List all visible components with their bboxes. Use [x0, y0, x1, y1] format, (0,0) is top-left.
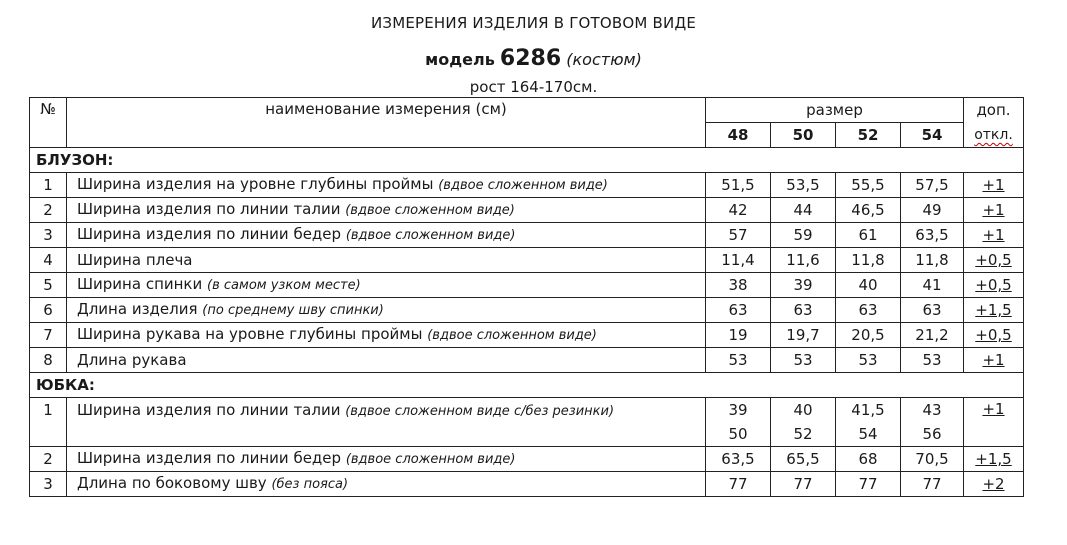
size-value — [771, 298, 836, 323]
measurement-note: (вдвое сложенном виде) — [427, 328, 597, 343]
measurement-label: Ширина изделия по линии бедер — [77, 449, 342, 467]
model-type: (костюм) — [566, 50, 642, 69]
size-header: 52 — [836, 123, 901, 148]
value-line: 39 — [793, 276, 813, 294]
value-line: 77 — [728, 475, 748, 493]
value-line-2: 56 — [922, 425, 942, 443]
size-value — [836, 273, 901, 298]
size-value — [771, 223, 836, 248]
tolerance-text: +2 — [982, 475, 1005, 493]
measurements-table — [29, 97, 1024, 497]
size-value — [901, 398, 964, 447]
model-line — [0, 46, 1067, 71]
size-value — [836, 472, 901, 497]
measurement-note: (вдвое сложенном виде) — [438, 178, 608, 193]
value-line: 11,6 — [786, 251, 820, 269]
measurement-label: Ширина изделия на уровне глубины проймы — [77, 175, 434, 193]
row-number: 3 — [30, 223, 67, 248]
value-line: 43 — [922, 401, 942, 419]
value-line: 19,7 — [786, 326, 820, 344]
table-header-row — [30, 98, 1024, 123]
value-line: 41,5 — [851, 401, 885, 419]
tolerance-value — [964, 472, 1024, 497]
value-line: 11,4 — [721, 251, 755, 269]
table-row — [30, 223, 1024, 248]
size-value — [901, 298, 964, 323]
size-header: 48 — [706, 123, 771, 148]
column-header-tolerance: доп. — [964, 98, 1024, 123]
row-number: 5 — [30, 273, 67, 298]
size-value — [706, 223, 771, 248]
tolerance-text: +0,5 — [975, 276, 1012, 294]
value-line: 63 — [728, 301, 748, 319]
size-header: 54 — [901, 123, 964, 148]
value-line: 42 — [728, 201, 748, 219]
section-row — [30, 148, 1024, 173]
value-line: 59 — [793, 226, 813, 244]
measurement-label: Ширина изделия по линии талии — [77, 401, 341, 419]
model-number: 6286 — [499, 46, 562, 71]
size-value — [901, 323, 964, 348]
tolerance-value — [964, 223, 1024, 248]
size-value — [706, 447, 771, 472]
value-line: 57 — [728, 226, 748, 244]
size-value — [901, 223, 964, 248]
size-value — [771, 398, 836, 447]
tolerance-value — [964, 447, 1024, 472]
size-value — [901, 472, 964, 497]
size-value — [771, 348, 836, 373]
measurement-label: Ширина спинки — [77, 275, 203, 293]
value-line: 41 — [922, 276, 942, 294]
measurement-name — [67, 198, 706, 223]
row-number: 8 — [30, 348, 67, 373]
tolerance-text: +1 — [982, 176, 1005, 194]
size-value — [836, 447, 901, 472]
row-number: 3 — [30, 472, 67, 497]
size-value — [836, 398, 901, 447]
size-value — [771, 472, 836, 497]
measurement-note: (без пояса) — [271, 477, 349, 492]
value-line: 53,5 — [786, 176, 820, 194]
size-value — [706, 472, 771, 497]
row-number: 2 — [30, 447, 67, 472]
column-header-size: размер — [706, 98, 964, 123]
tolerance-text: +1 — [982, 226, 1005, 244]
table-row — [30, 173, 1024, 198]
size-value — [706, 248, 771, 273]
size-value — [706, 323, 771, 348]
value-line: 53 — [728, 351, 748, 369]
measurement-label: Длина по боковому шву — [77, 474, 267, 492]
tolerance-value — [964, 323, 1024, 348]
table-row — [30, 248, 1024, 273]
value-line: 39 — [728, 401, 748, 419]
measurement-note: (в самом узком месте) — [207, 278, 361, 293]
table-row — [30, 447, 1024, 472]
size-value — [836, 323, 901, 348]
size-value — [901, 447, 964, 472]
model-label: модель — [425, 50, 495, 69]
tolerance-value — [964, 398, 1024, 447]
section-title: БЛУЗОН: — [30, 148, 1024, 173]
value-line: 40 — [793, 401, 813, 419]
measurement-name — [67, 173, 706, 198]
size-value — [836, 173, 901, 198]
size-value — [836, 348, 901, 373]
size-value — [836, 223, 901, 248]
value-line: 40 — [858, 276, 878, 294]
value-line: 77 — [793, 475, 813, 493]
value-line-2: 54 — [858, 425, 878, 443]
measurement-name — [67, 398, 706, 447]
table-row — [30, 298, 1024, 323]
size-value — [771, 198, 836, 223]
row-number: 4 — [30, 248, 67, 273]
value-line: 63 — [922, 301, 942, 319]
size-value — [771, 273, 836, 298]
value-line: 46,5 — [851, 201, 885, 219]
size-value — [706, 348, 771, 373]
row-number: 7 — [30, 323, 67, 348]
table-row — [30, 398, 1024, 447]
size-value — [836, 198, 901, 223]
measurement-name — [67, 348, 706, 373]
size-value — [836, 298, 901, 323]
measurement-note: (по среднему шву спинки) — [202, 303, 384, 318]
value-line: 57,5 — [915, 176, 949, 194]
measurement-name — [67, 273, 706, 298]
value-line: 44 — [793, 201, 813, 219]
tolerance-text: +1,5 — [975, 450, 1012, 468]
tolerance-value — [964, 173, 1024, 198]
tolerance-text: +1 — [982, 201, 1005, 219]
table-row — [30, 472, 1024, 497]
tolerance-value — [964, 198, 1024, 223]
value-line: 49 — [922, 201, 942, 219]
measurement-name — [67, 298, 706, 323]
tolerance-value — [964, 348, 1024, 373]
size-value — [901, 198, 964, 223]
table-row — [30, 323, 1024, 348]
section-row — [30, 373, 1024, 398]
measurement-note: (вдвое сложенном виде с/без резинки) — [345, 404, 615, 419]
measurement-name — [67, 248, 706, 273]
value-line: 68 — [858, 450, 878, 468]
value-line: 77 — [922, 475, 942, 493]
value-line-2: 52 — [793, 425, 813, 443]
size-header: 50 — [771, 123, 836, 148]
measurement-label: Ширина рукава на уровне глубины проймы — [77, 325, 423, 343]
size-value — [771, 447, 836, 472]
value-line: 65,5 — [786, 450, 820, 468]
document-title: ИЗМЕРЕНИЯ ИЗДЕЛИЯ В ГОТОВОМ ВИДЕ — [370, 14, 697, 32]
table-row — [30, 198, 1024, 223]
size-value — [771, 323, 836, 348]
value-line: 53 — [858, 351, 878, 369]
value-line: 63,5 — [915, 226, 949, 244]
measurement-label: Ширина плеча — [77, 251, 193, 269]
value-line: 70,5 — [915, 450, 949, 468]
value-line: 53 — [793, 351, 813, 369]
tolerance-value — [964, 298, 1024, 323]
size-value — [901, 273, 964, 298]
column-header-name: наименование измерения (см) — [67, 98, 706, 148]
size-value — [836, 248, 901, 273]
size-value — [706, 198, 771, 223]
row-number: 1 — [30, 398, 67, 447]
tolerance-text: +1 — [982, 351, 1005, 369]
row-number: 1 — [30, 173, 67, 198]
measurement-label: Длина изделия — [77, 300, 198, 318]
value-line: 77 — [858, 475, 878, 493]
tolerance-value — [964, 248, 1024, 273]
size-value — [771, 173, 836, 198]
value-line: 20,5 — [851, 326, 885, 344]
tolerance-text: +1,5 — [975, 301, 1012, 319]
measurement-label: Ширина изделия по линии талии — [77, 200, 341, 218]
measurement-label: Ширина изделия по линии бедер — [77, 225, 342, 243]
measurement-note: (вдвое сложенном виде) — [345, 452, 516, 467]
tolerance-value — [964, 273, 1024, 298]
measurement-note: (вдвое сложенном виде) — [345, 203, 515, 218]
row-number: 2 — [30, 198, 67, 223]
value-line-2: 50 — [728, 425, 748, 443]
value-line: 53 — [922, 351, 942, 369]
size-value — [706, 298, 771, 323]
measurement-name — [67, 447, 706, 472]
measurement-name — [67, 223, 706, 248]
table-row — [30, 273, 1024, 298]
value-line: 11,8 — [851, 251, 885, 269]
measurement-name — [67, 472, 706, 497]
column-header-tolerance-2: откл. — [964, 123, 1024, 148]
value-line: 11,8 — [915, 251, 949, 269]
size-value — [771, 248, 836, 273]
table-row — [30, 348, 1024, 373]
section-title: ЮБКА: — [30, 373, 1024, 398]
value-line: 63 — [858, 301, 878, 319]
row-number: 6 — [30, 298, 67, 323]
measurement-name — [67, 323, 706, 348]
value-line: 19 — [728, 326, 748, 344]
height-range: рост 164-170см. — [469, 78, 598, 96]
tolerance-text: +0,5 — [975, 326, 1012, 344]
size-value — [901, 173, 964, 198]
value-line: 55,5 — [851, 176, 885, 194]
value-line: 38 — [728, 276, 748, 294]
value-line: 61 — [858, 226, 878, 244]
column-header-number: № — [30, 98, 67, 148]
tolerance-text: +0,5 — [975, 251, 1012, 269]
size-value — [706, 398, 771, 447]
value-line: 51,5 — [721, 176, 755, 194]
measurement-label: Длина рукава — [77, 351, 187, 369]
tolerance-text: +1 — [982, 400, 1005, 418]
size-value — [706, 173, 771, 198]
value-line: 21,2 — [915, 326, 949, 344]
size-value — [706, 273, 771, 298]
measurement-note: (вдвое сложенном виде) — [345, 228, 516, 243]
size-value — [901, 248, 964, 273]
size-value — [901, 348, 964, 373]
value-line: 63,5 — [721, 450, 755, 468]
value-line: 63 — [793, 301, 813, 319]
